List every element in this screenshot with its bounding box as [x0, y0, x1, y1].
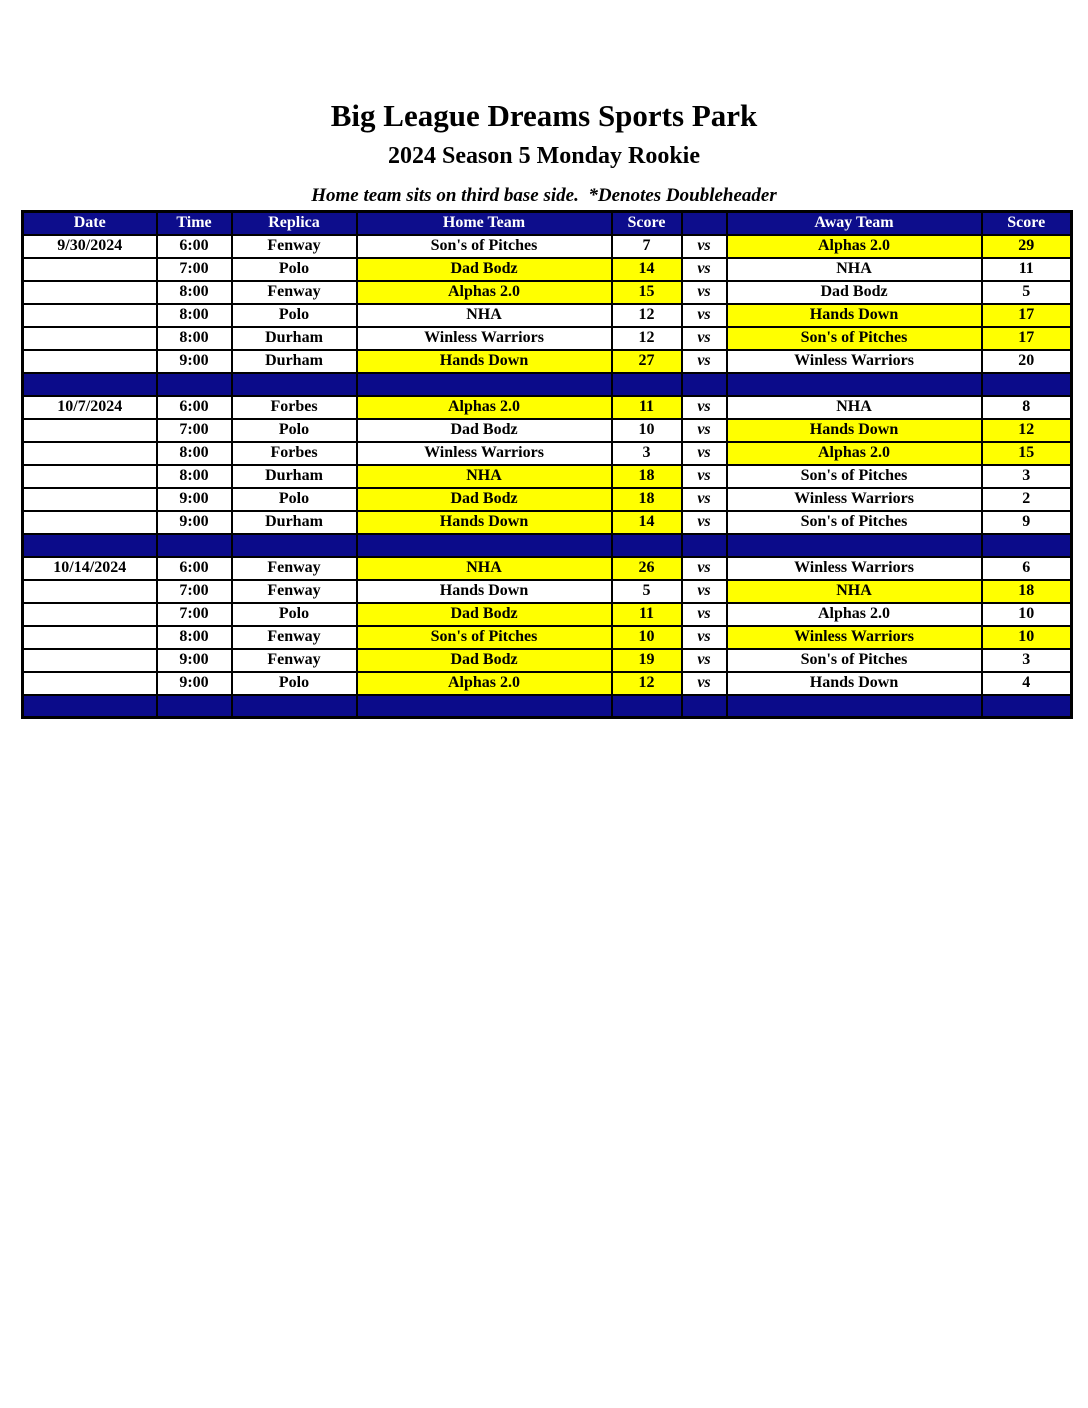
column-header-replica: Replica [232, 212, 357, 235]
separator-row [23, 534, 1072, 557]
away-score-cell: 20 [982, 350, 1072, 373]
home-score-cell: 18 [612, 488, 682, 511]
time-cell: 6:00 [157, 396, 232, 419]
column-header-vs [682, 212, 727, 235]
game-row [23, 419, 1072, 442]
separator-cell [23, 695, 157, 718]
vs-cell: vs [682, 327, 727, 350]
away-team-cell: Winless Warriors [727, 557, 982, 580]
away-team-cell: Alphas 2.0 [727, 603, 982, 626]
game-row [23, 649, 1072, 672]
time-cell: 9:00 [157, 672, 232, 695]
separator-cell [232, 534, 357, 557]
time-cell: 8:00 [157, 465, 232, 488]
separator-cell [982, 373, 1072, 396]
home-team-cell: Dad Bodz [357, 258, 612, 281]
home-score-cell: 14 [612, 511, 682, 534]
separator-cell [612, 373, 682, 396]
away-team-cell: Son's of Pitches [727, 649, 982, 672]
vs-cell: vs [682, 258, 727, 281]
home-score-cell: 12 [612, 327, 682, 350]
replica-cell: Polo [232, 488, 357, 511]
separator-row [23, 373, 1072, 396]
date-cell [23, 327, 157, 350]
vs-cell: vs [682, 603, 727, 626]
game-row [23, 235, 1072, 258]
time-cell: 9:00 [157, 488, 232, 511]
date-cell [23, 649, 157, 672]
vs-cell: vs [682, 442, 727, 465]
replica-cell: Forbes [232, 396, 357, 419]
separator-cell [727, 534, 982, 557]
game-row [23, 442, 1072, 465]
home-team-cell: Son's of Pitches [357, 626, 612, 649]
replica-cell: Durham [232, 350, 357, 373]
home-team-cell: Alphas 2.0 [357, 281, 612, 304]
date-cell [23, 419, 157, 442]
home-team-cell: Alphas 2.0 [357, 396, 612, 419]
vs-cell: vs [682, 557, 727, 580]
home-team-cell: Alphas 2.0 [357, 672, 612, 695]
replica-cell: Fenway [232, 580, 357, 603]
home-score-cell: 26 [612, 557, 682, 580]
time-cell: 7:00 [157, 603, 232, 626]
time-cell: 9:00 [157, 649, 232, 672]
replica-cell: Fenway [232, 649, 357, 672]
date-cell [23, 258, 157, 281]
away-score-cell: 11 [982, 258, 1072, 281]
game-row [23, 580, 1072, 603]
date-cell: 10/14/2024 [23, 557, 157, 580]
time-cell: 8:00 [157, 442, 232, 465]
replica-cell: Fenway [232, 281, 357, 304]
date-cell [23, 465, 157, 488]
game-row [23, 626, 1072, 649]
column-header-date: Date [23, 212, 157, 235]
time-cell: 7:00 [157, 419, 232, 442]
vs-cell: vs [682, 465, 727, 488]
replica-cell: Polo [232, 419, 357, 442]
separator-row [23, 695, 1072, 718]
away-score-cell: 9 [982, 511, 1072, 534]
home-team-cell: Winless Warriors [357, 327, 612, 350]
separator-cell [982, 695, 1072, 718]
time-cell: 7:00 [157, 580, 232, 603]
away-team-cell: Alphas 2.0 [727, 235, 982, 258]
separator-cell [157, 534, 232, 557]
game-row [23, 557, 1072, 580]
separator-cell [612, 534, 682, 557]
game-row [23, 281, 1072, 304]
game-row [23, 396, 1072, 419]
home-score-cell: 3 [612, 442, 682, 465]
vs-cell: vs [682, 511, 727, 534]
column-header-away-team: Away Team [727, 212, 982, 235]
separator-cell [232, 373, 357, 396]
away-score-cell: 18 [982, 580, 1072, 603]
page-subtitle: 2024 Season 5 Monday Rookie [387, 142, 701, 169]
home-team-cell: Dad Bodz [357, 649, 612, 672]
vs-cell: vs [682, 419, 727, 442]
schedule-table [21, 210, 1073, 719]
replica-cell: Fenway [232, 557, 357, 580]
date-cell [23, 304, 157, 327]
away-score-cell: 6 [982, 557, 1072, 580]
away-score-cell: 3 [982, 649, 1072, 672]
home-score-cell: 12 [612, 304, 682, 327]
separator-cell [682, 373, 727, 396]
vs-cell: vs [682, 235, 727, 258]
away-score-cell: 3 [982, 465, 1072, 488]
home-team-cell: NHA [357, 557, 612, 580]
away-team-cell: Son's of Pitches [727, 327, 982, 350]
separator-cell [157, 373, 232, 396]
game-row [23, 327, 1072, 350]
away-score-cell: 4 [982, 672, 1072, 695]
replica-cell: Durham [232, 327, 357, 350]
away-team-cell: Hands Down [727, 672, 982, 695]
vs-cell: vs [682, 672, 727, 695]
away-score-cell: 15 [982, 442, 1072, 465]
home-score-cell: 11 [612, 603, 682, 626]
home-team-cell: Winless Warriors [357, 442, 612, 465]
home-team-cell: Dad Bodz [357, 488, 612, 511]
away-score-cell: 10 [982, 603, 1072, 626]
away-score-cell: 10 [982, 626, 1072, 649]
home-score-cell: 19 [612, 649, 682, 672]
replica-cell: Durham [232, 465, 357, 488]
replica-cell: Forbes [232, 442, 357, 465]
away-team-cell: NHA [727, 396, 982, 419]
separator-cell [23, 373, 157, 396]
date-cell [23, 511, 157, 534]
vs-cell: vs [682, 304, 727, 327]
home-team-cell: NHA [357, 465, 612, 488]
game-row [23, 603, 1072, 626]
time-cell: 8:00 [157, 626, 232, 649]
separator-cell [682, 534, 727, 557]
separator-cell [682, 695, 727, 718]
away-score-cell: 29 [982, 235, 1072, 258]
away-team-cell: Hands Down [727, 419, 982, 442]
date-cell [23, 442, 157, 465]
time-cell: 8:00 [157, 304, 232, 327]
time-cell: 8:00 [157, 281, 232, 304]
time-cell: 8:00 [157, 327, 232, 350]
home-score-cell: 15 [612, 281, 682, 304]
home-team-cell: Dad Bodz [357, 419, 612, 442]
home-score-cell: 12 [612, 672, 682, 695]
date-cell: 10/7/2024 [23, 396, 157, 419]
vs-cell: vs [682, 396, 727, 419]
home-score-cell: 18 [612, 465, 682, 488]
date-cell: 9/30/2024 [23, 235, 157, 258]
separator-cell [232, 695, 357, 718]
home-team-cell: Dad Bodz [357, 603, 612, 626]
time-cell: 6:00 [157, 557, 232, 580]
separator-cell [727, 695, 982, 718]
time-cell: 6:00 [157, 235, 232, 258]
replica-cell: Polo [232, 304, 357, 327]
home-team-cell: Hands Down [357, 511, 612, 534]
replica-cell: Durham [232, 511, 357, 534]
home-team-cell: Hands Down [357, 350, 612, 373]
separator-cell [157, 695, 232, 718]
date-cell [23, 350, 157, 373]
column-header-home-team: Home Team [357, 212, 612, 235]
date-cell [23, 281, 157, 304]
time-cell: 9:00 [157, 511, 232, 534]
away-team-cell: Son's of Pitches [727, 511, 982, 534]
away-score-cell: 8 [982, 396, 1072, 419]
header-row [23, 212, 1072, 235]
away-team-cell: NHA [727, 258, 982, 281]
game-row [23, 465, 1072, 488]
time-cell: 9:00 [157, 350, 232, 373]
replica-cell: Fenway [232, 235, 357, 258]
home-score-cell: 10 [612, 419, 682, 442]
replica-cell: Fenway [232, 626, 357, 649]
home-score-cell: 7 [612, 235, 682, 258]
home-score-cell: 5 [612, 580, 682, 603]
away-score-cell: 17 [982, 304, 1072, 327]
replica-cell: Polo [232, 672, 357, 695]
replica-cell: Polo [232, 603, 357, 626]
game-row [23, 350, 1072, 373]
away-score-cell: 2 [982, 488, 1072, 511]
separator-cell [23, 534, 157, 557]
separator-cell [727, 373, 982, 396]
home-team-note: Home team sits on third base side. *Denotes Doubleheader [311, 185, 777, 207]
game-row [23, 488, 1072, 511]
home-score-cell: 11 [612, 396, 682, 419]
away-team-cell: NHA [727, 580, 982, 603]
column-header-time: Time [157, 212, 232, 235]
home-score-cell: 27 [612, 350, 682, 373]
home-team-cell: NHA [357, 304, 612, 327]
separator-cell [357, 373, 612, 396]
game-row [23, 511, 1072, 534]
away-score-cell: 17 [982, 327, 1072, 350]
game-row [23, 672, 1072, 695]
game-row [23, 258, 1072, 281]
date-cell [23, 488, 157, 511]
page-header [0, 98, 1088, 207]
vs-cell: vs [682, 626, 727, 649]
separator-cell [357, 695, 612, 718]
date-cell [23, 672, 157, 695]
page-title: Big League Dreams Sports Park [330, 98, 758, 133]
away-team-cell: Winless Warriors [727, 488, 982, 511]
vs-cell: vs [682, 281, 727, 304]
separator-cell [612, 695, 682, 718]
away-team-cell: Alphas 2.0 [727, 442, 982, 465]
home-score-cell: 14 [612, 258, 682, 281]
away-team-cell: Winless Warriors [727, 350, 982, 373]
vs-cell: vs [682, 580, 727, 603]
away-score-cell: 12 [982, 419, 1072, 442]
home-score-cell: 10 [612, 626, 682, 649]
replica-cell: Polo [232, 258, 357, 281]
vs-cell: vs [682, 649, 727, 672]
date-cell [23, 603, 157, 626]
away-score-cell: 5 [982, 281, 1072, 304]
away-team-cell: Dad Bodz [727, 281, 982, 304]
away-team-cell: Hands Down [727, 304, 982, 327]
vs-cell: vs [682, 350, 727, 373]
game-row [23, 304, 1072, 327]
away-team-cell: Son's of Pitches [727, 465, 982, 488]
separator-cell [982, 534, 1072, 557]
away-team-cell: Winless Warriors [727, 626, 982, 649]
date-cell [23, 626, 157, 649]
time-cell: 7:00 [157, 258, 232, 281]
separator-cell [357, 534, 612, 557]
vs-cell: vs [682, 488, 727, 511]
column-header-home-score: Score [612, 212, 682, 235]
column-header-away-score: Score [982, 212, 1072, 235]
home-team-cell: Son's of Pitches [357, 235, 612, 258]
date-cell [23, 580, 157, 603]
home-team-cell: Hands Down [357, 580, 612, 603]
